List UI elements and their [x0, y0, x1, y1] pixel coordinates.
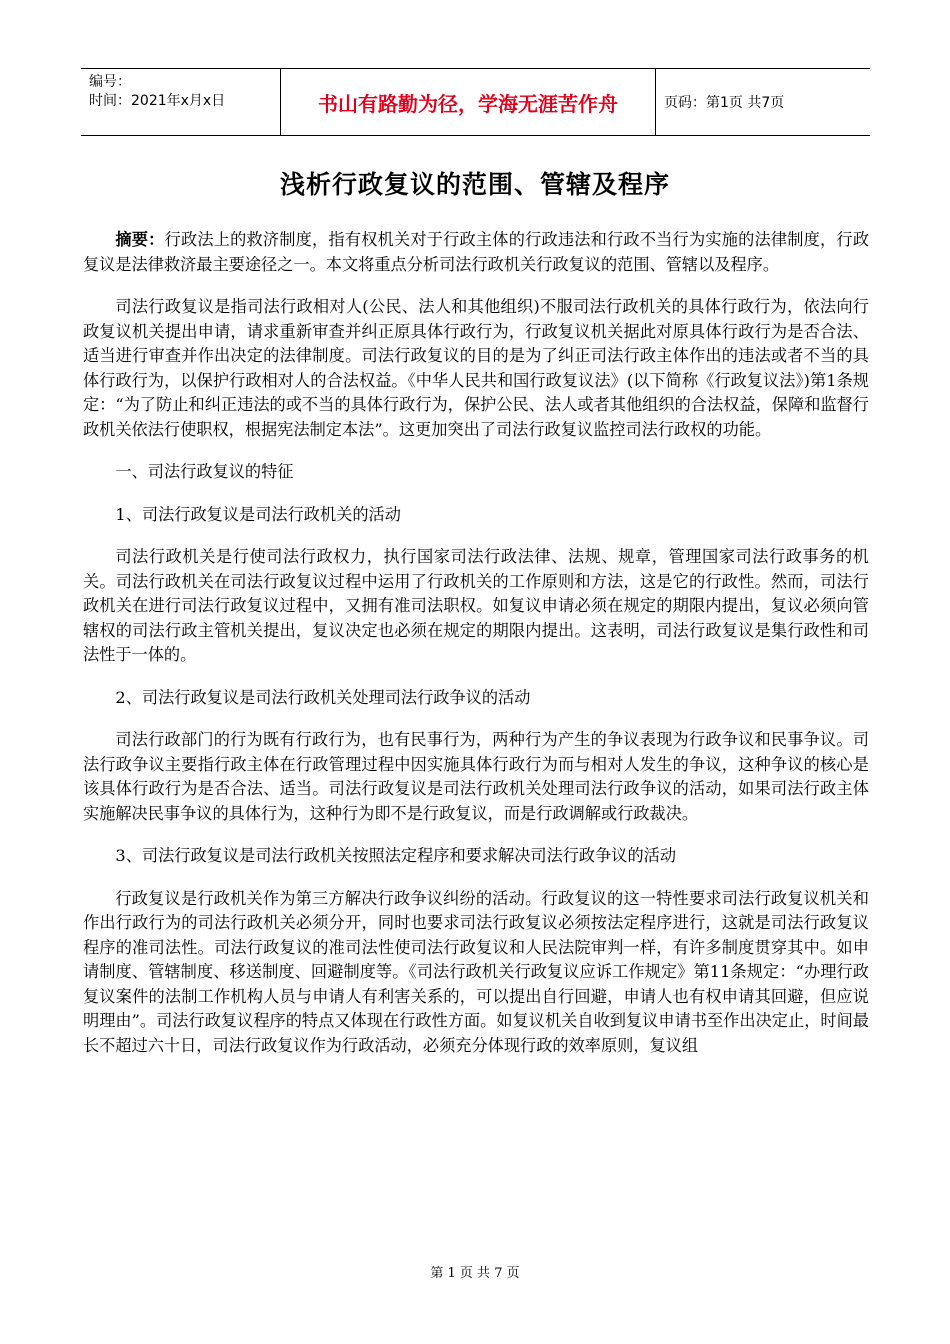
section-heading: 一、司法行政复议的特征: [115, 462, 294, 481]
subsection-heading: 3、司法行政复议是司法行政机关按照法定程序和要求解决司法行政争议的活动: [115, 846, 677, 865]
abstract-label: 摘要：: [115, 230, 165, 249]
header-meta: [81, 69, 281, 135]
body-paragraph: 司法行政机关是行使司法行政权力，执行国家司法行政法律、法规、规章，管理国家司法行政事务的机关。司法行政机关在司法行政复议过程中运用了行政机关的工作原则和方法，这是它的行政性。然而，司法行政机关在进行司法行政复议过程中，又拥有准司法职权。如复议申请必须在规定的期限内提出，复议必须向管辖权的司法行政主管机关提出，复议决定也必须在规定的期限内提出。这表明，司法行政复议是集行政性和司法性于一体的。: [83, 547, 869, 664]
abstract-paragraph: [83, 228, 869, 277]
subsection-heading: 2、司法行政复议是司法行政机关处理司法行政争议的活动: [115, 687, 531, 707]
body-paragraph: 司法行政复议是指司法行政相对人(公民、法人和其他组织)不服司法行政机关的具体行政行为，依法向行政复议机关提出申请，请求重新审查并纠正原具体行政行为，行政复议机关据此对原具体行政行为是否合法、适当进行审查并作出决定的法律制度。司法行政复议的目的是为了纠正司法行政主体作出的违法或者不当的具体行政行为，以保护行政相对人的合法权益。《中华人民共和国行政复议法》(以下简称《行政复议法》)第1条规定：“为了防止和纠正违法的或不当的具体行政行为，保护公民、法人或者其他组织的合法权益，保障和监督行政机关依法行使职权，根据宪法制定本法”。这更加突出了司法行政复议监控司法行政权的功能。: [83, 297, 869, 439]
document-body: [83, 228, 869, 1076]
number-label: 编号：: [89, 74, 131, 90]
subsection-heading: 1、司法行政复议是司法行政机关的活动: [115, 504, 401, 524]
header-page-info: 页码：第1页 共7页: [664, 95, 785, 111]
abstract-text: 行政法上的救济制度，指有权机关对于行政主体的行政违法和行政不当行为实施的法律制度，行政复议是法律救济最主要途径之一。本文将重点分析司法行政机关行政复议的范围、管辖以及程序。: [83, 230, 870, 274]
document-title: 浅析行政复议的范围、管辖及程序: [279, 170, 670, 199]
body-paragraph: 行政复议是行政机关作为第三方解决行政争议纠纷的活动。行政复议的这一特性要求司法行政复议机关和作出行政行为的司法行政机关必须分开，同时也要求司法行政复议必须按法定程序进行，这就是司法行政复议程序的准司法性。司法行政复议的准司法性使司法行政复议和人民法院审判一样，有许多制度贯穿其中。如申请制度、管辖制度、移送制度、回避制度等。《司法行政机关行政复议应诉工作规定》第11条规定：“办理行政复议案件的法制工作机构人员与申请人有利害关系的，可以提出自行回避，申请人也有权申请其回避，但应说明理由”。司法行政复议程序的特点又体现在行政性方面。如复议机关自收到复议申请书至作出决定止，时间最长不超过六十日，司法行政复议作为行政活动，必须充分体现行政的效率原则，复议组: [83, 888, 869, 1055]
document-header: [81, 68, 870, 136]
date-label: 时间：2021年x月x日: [89, 93, 226, 109]
body-paragraph: 司法行政部门的行为既有行政行为，也有民事行为，两种行为产生的争议表现为行政争议和民事争议。司法行政争议主要指行政主体在行政管理过程中因实施具体行政行为而与相对人发生的争议，这种争议的核心是该具体行政行为是否合法、适当。司法行政复议是司法行政机关处理司法行政争议的活动，如果司法行政主体实施解决民事争议的具体行为，这种行为即不是行政复议，而是行政调解或行政裁决。: [83, 730, 869, 823]
page-footer: 第 1 页 共 7 页: [430, 1266, 520, 1281]
header-motto: 书山有路勤为径，学海无涯苦作舟: [281, 69, 656, 135]
